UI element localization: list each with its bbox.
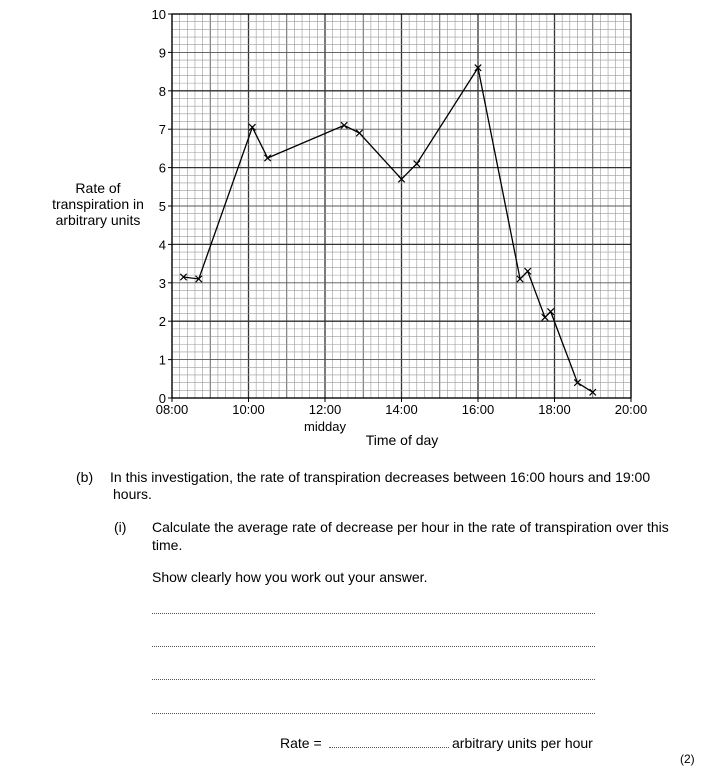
y-tick-label: 2 [158,314,166,330]
y-axis-title-line: arbitrary units [55,212,141,228]
rate-prefix: Rate = [280,735,322,751]
data-point-marker [341,122,347,128]
y-tick-label: 4 [158,237,166,253]
x-tick-label: 20:00 [614,402,648,417]
chart-labels [52,7,647,448]
y-tick-label: 7 [158,122,166,138]
y-axis-title-line: transpiration in [52,196,144,212]
part-b-text-line1: In this investigation, the rate of transpiration decreases between 16:00 hours and 19:00 [110,469,651,485]
answer-line-4[interactable] [152,713,595,714]
part-i-label: (i) [114,519,127,535]
y-tick-label: 3 [158,275,166,291]
rate-units: arbitrary units per hour [452,735,593,751]
y-tick-label: 0 [158,391,166,406]
chart-series [180,65,596,396]
x-tick-label: 08:00 [155,402,189,417]
answer-line-3[interactable] [152,679,595,680]
y-tick-label: 10 [151,7,166,22]
x-tick-label: 16:00 [461,402,495,417]
data-point-marker [525,268,531,274]
part-i-text-line2: time. [152,537,183,553]
y-tick-label: 6 [158,160,166,176]
y-tick-label: 5 [158,199,166,214]
x-tick-label: 18:00 [538,402,571,417]
part-b-label: (b) [76,469,94,485]
y-axis-title-line: Rate of [75,180,121,196]
part-b-text-line2: hours. [113,486,152,502]
data-point-marker [264,155,270,161]
midday-label: midday [304,419,346,434]
data-point-marker [356,130,362,136]
marks-allocation: (2) [680,752,695,766]
show-working-instruction: Show clearly how you work out your answer. [152,569,428,585]
x-axis-title: Time of day [365,432,439,448]
y-tick-label: 1 [158,352,166,368]
x-tick-label: 14:00 [385,402,418,417]
data-point-marker [547,308,553,314]
answer-line-1[interactable] [152,613,595,614]
part-i-text-line1: Calculate the average rate of decrease per hour in the rate of transpiration over this [152,519,669,535]
y-tick-label: 9 [158,45,166,61]
y-tick-label: 8 [158,83,166,99]
data-point-marker [542,314,548,320]
answer-line-2[interactable] [152,646,595,647]
x-tick-label: 10:00 [232,402,265,417]
rate-answer-line[interactable] [329,747,449,748]
chart-axes [168,14,631,402]
x-tick-label: 12:00 [308,402,342,417]
